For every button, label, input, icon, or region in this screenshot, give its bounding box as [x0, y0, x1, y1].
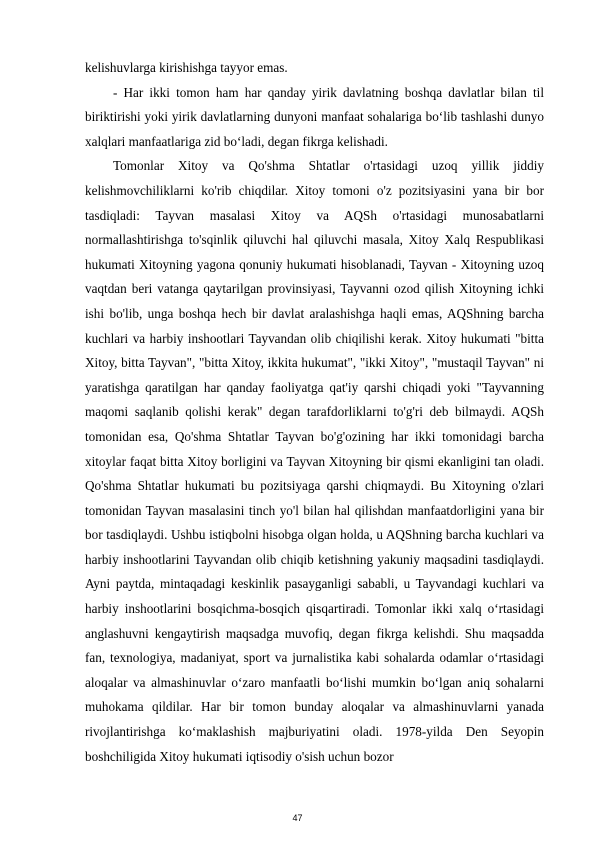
page-number: 47 [292, 813, 303, 823]
paragraph-agreement: - Har ikki tomon ham har qanday yirik davlatning boshqa davlatlar bilan til biriktirishi yoki yirik davlatlarning dunyoni manfaat sohalariga bo‘lib tashlashi dunyo xalqlari manfaatlariga zid bo‘ladi, degan fikrga kelishadi. [85, 84, 544, 149]
paragraph-taiwan-issue: Tomonlar Xitoy va Qo'shma Shtatlar o'rtasidagi uzoq yillik jiddiy kelishmovchiliklarni ko'rib chiqdilar. Xitoy tomoni o'z pozitsiyasini yana bir bor tasdiqladi: Tayvan masalasi Xitoy va AQSh o'rtasidagi munosabatlarni normallashtirishga to'sqinlik qiluvchi hal qiluvchi masala, Xitoy Xalq Respublikasi hukumati Xitoyning yagona qonuniy hukumati hisoblanadi, Tayvan - Xitoyning uzoq vaqtdan beri vatanga qaytarilgan provinsiyasi, Tayvanni ozod qilish Xitoyning ichki ishi bo'lib, unga boshqa hech bir davlat aralashishga haqli emas, AQShning barcha kuchlari va harbiy inshootlari Tayvandan olib chiqilishi kerak. Xitoy hukumati "bitta Xitoy, bitta Tayvan", "bitta Xitoy, ikkita hukumat", "ikki Xitoy", "mustaqil Tayvan" ni yaratishga qaratilgan har qanday faoliyatga qat'iy qarshi chiqadi yoki "Tayvanning maqomi saqlanib qolishi kerak" degan tarafdorliklarni to'g'ri deb bilmaydi. AQSh tomonidan esa, Qo'shma Shtatlar Tayvan bo'g'ozining har ikki tomonidagi barcha xitoylar faqat bitta Xitoy borligini va Tayvan Xitoyning bir qismi ekanligini tan oladi. Qo'shma Shtatlar hukumati bu pozitsiyaga qarshi chiqmaydi. Bu Xitoyning o'zlari tomonidan Tayvan masalasini tinch yo'l bilan hal qilishdan manfaatdorligini yana bir bor tasdiqlaydi. Ushbu istiqbolni hisobga olgan holda, u AQShning barcha kuchlari va harbiy inshootlarini Tayvandan olib chiqib ketishning yakuniy maqsadini tasdiqlaydi. Ayni paytda, mintaqadagi keskinlik pasayganligi sababli, u Tayvandagi kuchlari va harbiy inshootlarini bosqichma-bosqich qisqartiradi. Tomonlar ikki xalq o‘rtasidagi anglashuvni kengaytirish maqsadga muvofiq, degan fikrga kelishdi. Shu maqsadda fan, texnologiya, madaniyat, sport va jurnalistika kabi sohalarda odamlar o‘rtasidagi aloqalar va almashinuvlar o‘zaro manfaatli bo‘lishi mumkin bo‘lgan aniq sohalarni muhokama qildilar. Har bir tomon bunday aloqalar va almashinuvlarni yanada rivojlantirishga ko‘maklashish majburiyatini oladi. 1978-yilda Den Seyopin boshchiligida Xitoy hukumati iqtisodiy o'sish uchun bozor [85, 158, 544, 764]
page-body [85, 56, 544, 769]
paragraph-continuation: kelishuvlarga kirishishga tayyor emas. [85, 60, 288, 75]
